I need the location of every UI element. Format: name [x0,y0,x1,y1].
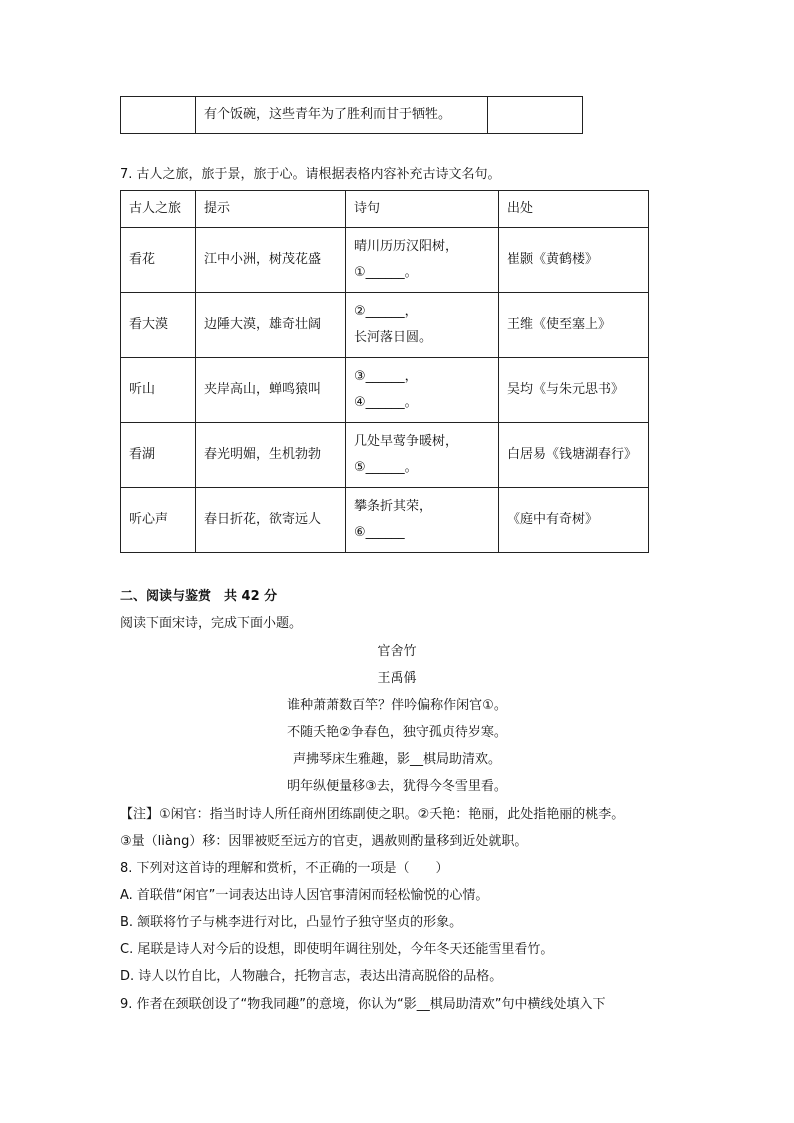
verse-line-1: 几处早莺争暖树， [354,434,459,449]
table-cell: 有个饭碗，这些青年为了胜利而甘于牺牲。 [196,97,488,134]
header-verse: 诗句 [346,191,499,228]
table-row [121,423,649,488]
cell-trip: 听心声 [121,488,196,553]
note-line: 【注】①闲官：指当时诗人所任商州团练副使之职。②夭艳：艳丽，此处指艳丽的桃李。 [120,807,625,822]
verse-line-1: ②______， [354,304,418,319]
table-row [121,293,649,358]
cell-source: 吴均《与朱元思书》 [499,358,649,423]
cell-verse [346,293,499,358]
option-a: A. 首联借“闲官”一词表达出诗人因官事清闲而轻松愉悦的心情。 [120,888,489,903]
cell-verse [346,358,499,423]
cell-trip: 看大漠 [121,293,196,358]
table-cell [488,97,583,134]
poem-line: 声拂琴床生雅趣，影__棋局助清欢。 [292,752,501,767]
header-hint: 提示 [196,191,346,228]
cell-verse [346,423,499,488]
poem-line: 不随夭艳②争春色，独守孤贞待岁寒。 [287,725,507,740]
cell-hint: 夹岸高山，蝉鸣猿叫 [196,358,346,423]
table-header-row [121,191,649,228]
question-8: 8. 下列对这首诗的理解和赏析，不正确的一项是（ ） [120,861,449,876]
poem-title: 官舍竹 [377,644,417,659]
cell-verse [346,488,499,553]
cell-source: 白居易《钱塘湖春行》 [499,423,649,488]
poem-author: 王禹偁 [377,671,417,686]
cell-hint: 江中小洲，树茂花盛 [196,228,346,293]
cell-hint: 边陲大漠，雄奇壮阔 [196,293,346,358]
reading-intro: 阅读下面宋诗，完成下面小题。 [120,616,303,631]
poem-line: 谁种萧萧数百竿？伴吟偏称作闲官①。 [287,698,507,713]
header-trip: 古人之旅 [121,191,196,228]
cell-hint: 春光明媚，生机勃勃 [196,423,346,488]
cell-hint: 春日折花，欲寄远人 [196,488,346,553]
cell-source: 崔颢《黄鹤楼》 [499,228,649,293]
verse-line-2: ①______。 [354,265,418,280]
note-line: ③量（liàng）移：因罪被贬至远方的官吏，遇赦则酌量移到近处就职。 [120,834,528,849]
verse-line-2: ⑥______ [354,525,405,540]
cell-source: 王维《使至塞上》 [499,293,649,358]
verse-line-1: 攀条折其荣， [354,499,433,514]
option-d: D. 诗人以竹自比，人物融合，托物言志，表达出清高脱俗的品格。 [120,969,503,984]
cell-source: 《庭中有奇树》 [499,488,649,553]
verse-line-1: 晴川历历汉阳树， [354,239,459,254]
cell-trip: 看花 [121,228,196,293]
cell-trip: 听山 [121,358,196,423]
table-cell [121,97,196,134]
question-7: 7. 古人之旅，旅于景，旅于心。请根据表格内容补充古诗文名句。 [120,167,501,182]
option-c: C. 尾联是诗人对今后的设想，即使明年调往别处，今年冬天还能雪里看竹。 [120,942,554,957]
table-row [121,97,583,134]
section-2-title: 二、阅读与鉴赏 共 42 分 [120,589,278,604]
cell-trip: 看湖 [121,423,196,488]
cell-verse [346,228,499,293]
poem-line: 明年纵便量移③去，犹得今冬雪里看。 [287,779,507,794]
verse-line-2: ⑤______。 [354,460,418,475]
question-9: 9. 作者在颈联创设了“物我同趣”的意境，你认为“影__棋局助清欢”句中横线处填入下 [120,997,606,1012]
header-source: 出处 [499,191,649,228]
poem-table [120,190,649,553]
verse-line-2: 长河落日圆。 [354,330,433,345]
table-row [121,488,649,553]
option-b: B. 颔联将竹子与桃李进行对比，凸显竹子独守坚贞的形象。 [120,915,463,930]
table-row [121,228,649,293]
verse-line-2: ④______。 [354,395,418,410]
table-row [121,358,649,423]
top-table-fragment [120,96,583,134]
verse-line-1: ③______， [354,369,418,384]
